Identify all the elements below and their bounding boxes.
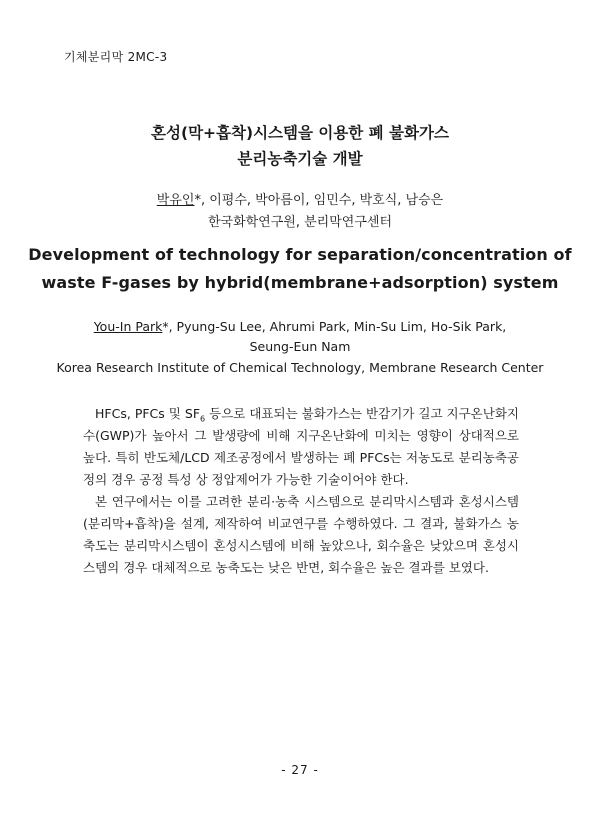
presenter-en: You-In Park <box>93 319 163 334</box>
abstract-line: HFCs, PFCs 및 $SF_6$ 등으로 대표되는 불화가스는 반감기가 길고 지구온난화지 <box>95 406 519 424</box>
abstract-line: 정의 경우 공정 특성 상 정압제어가 가능한 기술이어야 한다. <box>83 472 409 487</box>
title-ko-line-1: 혼성(막+흡착)시스템을 이용한 폐 불화가스 <box>151 124 449 142</box>
authors-en-rest: *, Pyung-Su Lee, Ahrumi Park, Min-Su Lim, Ho-Sik Park, <box>162 319 507 334</box>
title-ko-line-2: 분리농축기술 개발 <box>237 150 363 168</box>
presenter-ko: 박유인 <box>156 193 195 208</box>
affiliation-ko: 한국화학연구원, 분리막연구센터 <box>207 215 393 230</box>
authors-en-line-2: Seung-Eun Nam <box>249 339 351 354</box>
session-code: 기체분리막 2MC-3 <box>64 50 168 64</box>
abstract-line: 높다. 특히 반도체/LCD 제조공정에서 발생하는 폐 PFCs는 저농도로 분리농축공 <box>83 450 519 465</box>
authors-ko <box>0 189 600 208</box>
abstract-line: 축도는 분리막시스템이 혼성시스템에 비해 높았으나, 회수율은 낮았으며 혼성시 <box>83 538 519 553</box>
abstract-line: 본 연구에서는 이를 고려한 분리·농축 시스템으로 분리막시스템과 혼성시스템 <box>95 494 519 509</box>
abstract-line: 수(GWP)가 높아서 그 발생량에 비해 지구온난화에 미치는 영향이 상대적으로 <box>83 428 519 443</box>
title-en-line-2: waste F-gases by hybrid(membrane+adsorption) system <box>41 273 559 292</box>
abstract-line: 스템의 경우 대체적으로 농축도는 낮은 반면, 회수율은 높은 결과를 보였다. <box>83 560 489 575</box>
affiliation-en: Korea Research Institute of Chemical Technology, Membrane Research Center <box>56 360 544 375</box>
authors-ko-rest: *, 이평수, 박아름이, 임민수, 박호식, 남승은 <box>194 193 444 208</box>
page-number: - 27 - <box>281 763 319 777</box>
title-en-line-1: Development of technology for separation/concentration of <box>28 245 572 264</box>
authors-en-line-1 <box>0 319 600 334</box>
abstract-line: (분리막+흡착)을 설계, 제작하여 비교연구를 수행하였다. 그 결과, 불화가스 농 <box>83 516 519 531</box>
